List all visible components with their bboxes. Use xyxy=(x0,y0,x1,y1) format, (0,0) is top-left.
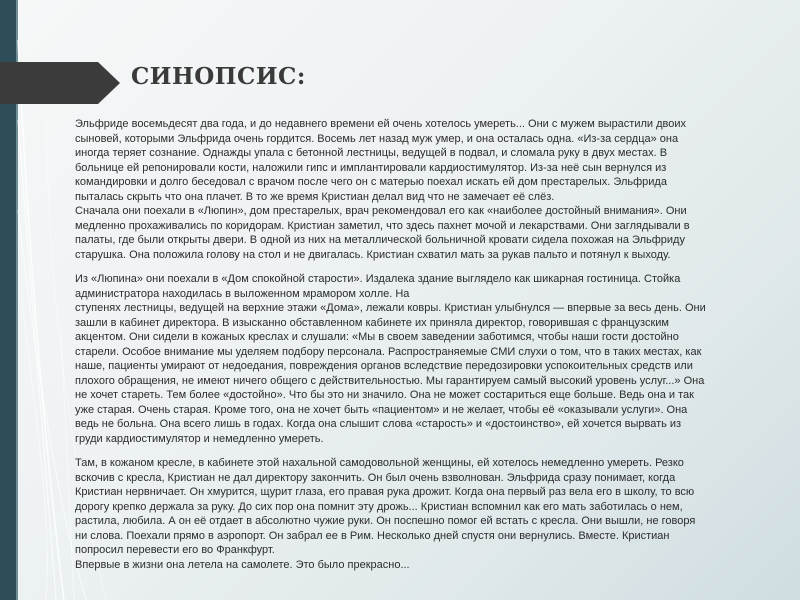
synopsis-paragraph-1: Эльфриде восемьдесят два года, и до недавнего времени ей очень хотелось умереть... Они с мужем вырастили двоих сыновей, которыми Эльфрида очень гордится. Восемь лет назад муж умер, и она осталась одна. «Из-за сердца» она иногда теряет сознание. Однажды упала с бетонной лестницы, ведущей в подвал, и сломала руку в двух местах. В больнице ей репонировали кости, наложили гипс и имплантировали кардиостимулятор. Из-за неё сын вернулся из командировки и долго беседовал с врачом после чего он с матерью поехал искать ей дом престарелых. Эльфрида пыталась скрыть что она плачет. В то же время Кристиан делал вид что не замечает её слёз. xyxy=(75,118,687,203)
slide-title: СИНОПСИС: xyxy=(131,63,306,90)
title-arrow-shape xyxy=(0,62,120,104)
synopsis-paragraph-4: Там, в кожаном кресле, в кабинете этой нахальной самодовольной женщины, ей хотелось немедленно умереть. Резко вскочив с кресла, Кристиан не дал директору закончить. Он был очень взволнован. Эльфрида сразу понимает, когда Кристиан нервничает. Он хмурится, щурит глаза, его правая рука дрожит. Когда она первый раз вела его в школу, то всю дорогу крепко держала за руку. До сих пор она помнит эту дрожь... Кристиан вспомнил как его мать заботилась о нем, растила, любила. А он её отдает в абсолютно чужие руки. Он поспешно помог ей встать с кресла. Они вышли, не говоря ни слова. Поехали прямо в аэропорт. Он забрал ее в Рим. Несколько дней спустя они вернулись. Вместе. Кристиан попросил перевести его во Франкфурт. Впервые в жизни она летела на самолете. Это было прекрасно... xyxy=(75,457,696,571)
synopsis-paragraph-3: Из «Люпина» они поехали в «Дом спокойной старости». Издалека здание выглядело как шикарная гостиница. Стойка администратора находилась в выложенном мрамором холле. На ступенях лестницы, ведущей на верхние этажи «Дома», лежали ковры. Кристиан улыбнулся — впервые за весь день. Они зашли в кабинет директора. В изысканно обставленном кабинете их приняла директор, говорившая с французским акцентом. Они сидели в кожаных креслах и слушали: «Мы в своем заведении заботимся, чтобы наши гости достойно старели. Особое внимание мы уделяем подбору персонала. Распространяемые СМИ слухи о том, что в таких местах, как наше, пациенты умирают от недоедания, повреждения органов вследствие передозировки успокоительных средств или плохого обращения, не имеют ничего общего с действительностью. Мы гарантируем самый высокий уровень услуг...» Она не хочет стареть. Тем более «достойно». Что бы это ни значило. Она не может состариться еще больше. Ведь она и так уже старая. Очень старая. Кроме того, она не хочет быть «пациентом» и не желает, чтобы её «оказывали услуги». Она ведь не больна. Она всего лишь в годах. Когда она слышит слова «старость» и «достоинство», ей хочется вырвать из груди кардиостимулятор и немедленно умереть. xyxy=(75,273,706,445)
synopsis-paragraph-2: Сначала они поехали в «Люпин», дом престарелых, врач рекомендовал его как «наиболее достойный внимания». Они медленно прохаживались по коридорам. Кристиан заметил, что здесь пахнет мочой и лекарствами. Они заглядывали в палаты, где были открыты двери. В одной из них на металлической больничной кровати сидела похожая на Эльфриду старушка. Она положила голову на стол и не двигалась. Кристиан схватил мать за рукав пальто и потянул к выходу. xyxy=(75,205,690,261)
synopsis-text xyxy=(75,117,780,572)
